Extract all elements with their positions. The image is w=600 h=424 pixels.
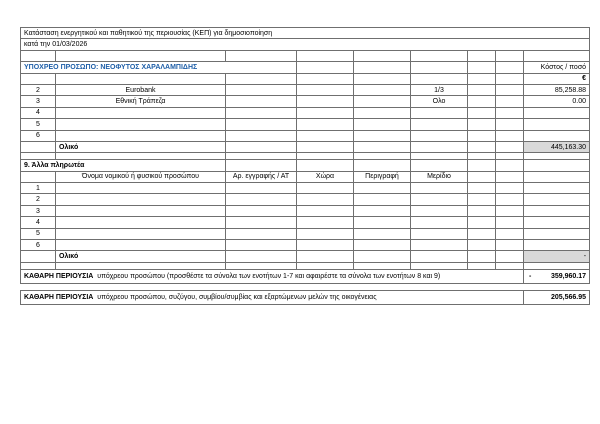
total-row [21, 251, 590, 262]
net-worth-family-label-text: υπόχρεου προσώπου, συζύγου, συμβίου/συμβίας και εξαρτώμενων μελών της οικογένειας [97, 293, 377, 301]
spacer-row [21, 50, 590, 61]
section-title: 9. Άλλα πληρωτέα [21, 160, 226, 171]
total-value: 445,163.30 [524, 141, 590, 152]
row-number: 2 [21, 194, 56, 205]
total-label: Ολικό [56, 251, 226, 262]
row-number: 3 [21, 96, 56, 107]
spreadsheet [20, 27, 589, 305]
table-row[interactable] [21, 96, 590, 107]
row-number: 3 [21, 205, 56, 216]
net-worth-label-text: υπόχρεου προσώπου (προσθέστε τα σύνολα των ενοτήτων 1-7 και αφαιρέστε τα σύνολα των ενοτήτων 8 και 9) [97, 272, 441, 280]
row-number: 2 [21, 84, 56, 95]
net-worth-family-label-bold: ΚΑΘΑΡΗ ΠΕΡΙΟΥΣΙΑ [24, 293, 94, 301]
kep-table [20, 27, 590, 305]
net-worth-row [21, 269, 590, 283]
share-cell: 1/3 [411, 84, 468, 95]
share-cell: Ολο [411, 96, 468, 107]
total-value: - [524, 251, 590, 262]
net-worth-sign: - [529, 272, 532, 280]
net-worth-amount: 359,960.17 [550, 272, 587, 280]
report-date: κατά την 01/03/2026 [21, 39, 590, 50]
net-worth-label [21, 269, 524, 283]
table-row[interactable] [21, 183, 590, 194]
row-number: 5 [21, 228, 56, 239]
row-number: 4 [21, 217, 56, 228]
section-row [21, 160, 590, 171]
cost-header: Κόστος / ποσό [524, 62, 590, 73]
title-row [21, 28, 590, 39]
bank-name: Eurobank [56, 84, 226, 95]
net-worth-family-label [21, 290, 524, 304]
table-row[interactable] [21, 228, 590, 239]
table-row[interactable] [21, 119, 590, 130]
table-row[interactable] [21, 194, 590, 205]
amount-cell: 0.00 [524, 96, 590, 107]
spacer-row [21, 153, 590, 160]
table-row[interactable] [21, 205, 590, 216]
report-title: Κατάσταση ενεργητικού και παθητικού της περιουσίας (ΚΕΠ) για δημοσιοποίηση [21, 28, 590, 39]
row-number: 6 [21, 240, 56, 251]
spacer-row [21, 262, 590, 269]
row-number: 5 [21, 119, 56, 130]
col-header-name: Όνομα νομικού ή φυσικού προσώπου [56, 171, 226, 182]
table-row[interactable] [21, 84, 590, 95]
bank-name: Εθνική Τράπεζα [56, 96, 226, 107]
net-worth-family-row [21, 290, 590, 304]
table-row[interactable] [21, 107, 590, 118]
row-number: 6 [21, 130, 56, 141]
net-worth-family-value: 205,566.95 [524, 290, 590, 304]
amount-cell: 85,258.88 [524, 84, 590, 95]
total-label: Ολικό [56, 141, 226, 152]
row-number: 4 [21, 107, 56, 118]
row-number: 1 [21, 183, 56, 194]
total-row [21, 141, 590, 152]
col-header-share: Μερίδιο [411, 171, 468, 182]
col-header-country: Χώρα [297, 171, 354, 182]
table-row[interactable] [21, 240, 590, 251]
table-row[interactable] [21, 130, 590, 141]
column-header-row [21, 171, 590, 182]
spacer-row [21, 283, 590, 290]
net-worth-label-bold: ΚΑΘΑΡΗ ΠΕΡΙΟΥΣΙΑ [24, 272, 94, 280]
col-header-registration: Αρ. εγγραφής / ΑΤ [226, 171, 297, 182]
date-row [21, 39, 590, 50]
subject-name: ΥΠΟΧΡΕΟ ΠΡΟΣΩΠΟ: ΝΕΟΦΥΤΟΣ ΧΑΡΑΛΑΜΠΙΔΗΣ [21, 62, 297, 73]
subject-row [21, 62, 590, 73]
table-row[interactable] [21, 217, 590, 228]
currency-symbol: € [524, 73, 590, 84]
net-worth-value [524, 269, 590, 283]
col-header-description: Περιγραφή [354, 171, 411, 182]
currency-row [21, 73, 590, 84]
